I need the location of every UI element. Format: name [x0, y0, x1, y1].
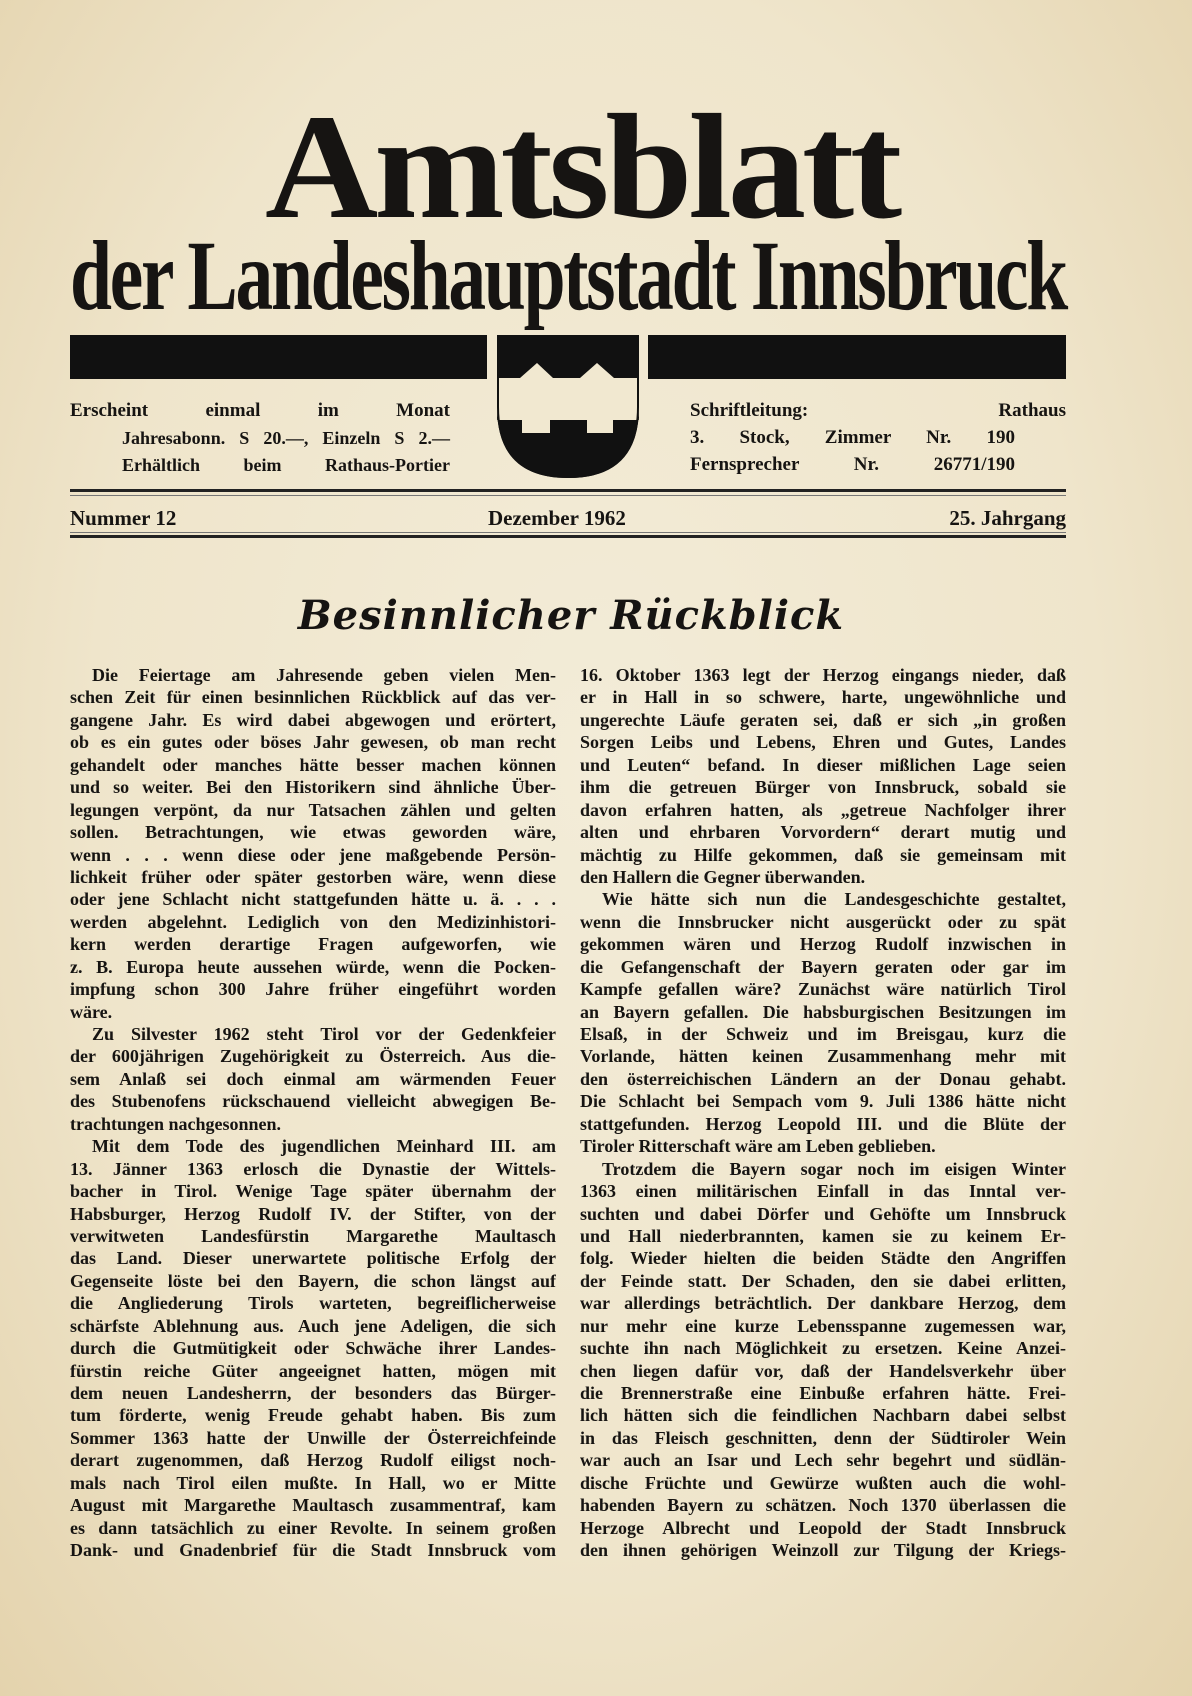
text-line: Vorlande, hätten keinen Zusammenhang mehr mit: [580, 1046, 1066, 1067]
rule-top-thin: [70, 495, 1066, 496]
text-line: 1363 einen militärischen Einfall in das Inntal ver-: [580, 1181, 1066, 1202]
text-line: wäre.: [70, 1001, 113, 1022]
text-line: an Bayern gefallen. Die habsburgischen Besitzungen im: [580, 1001, 1066, 1022]
masthead-title: Amtsblatt: [265, 84, 898, 250]
text-line: 16. Oktober 1363 legt der Herzog eingangs nieder, daß: [580, 665, 1066, 685]
text-line: Herzoge Albrecht und Leopold der Stadt Innsbruck: [580, 1517, 1066, 1538]
issue-number: Nummer 12: [70, 506, 177, 530]
text-line: dem neuen Landesherrn, der besonders das Bürger-: [70, 1383, 556, 1403]
coat-of-arms-icon: [497, 335, 639, 478]
text-line: verwitweten Landesfürstin Margarethe Maultasch: [70, 1225, 556, 1246]
info-editorial-office: Schriftleitung: Rathaus: [690, 400, 1066, 421]
text-line: Dank- und Gnadenbrief für die Stadt Innsbruck vom: [70, 1540, 556, 1561]
text-line: 13. Jänner 1363 erlosch die Dynastie der Wittels-: [70, 1158, 556, 1179]
text-line: lich hätten sich die feindlichen Nachbarn dabei selbst: [580, 1405, 1066, 1426]
text-line: bacher in Tirol. Wenige Tage später übernahm der: [70, 1181, 556, 1202]
text-line: der Feinde statt. Der Schaden, den sie dabei erlitten,: [580, 1270, 1066, 1291]
article-column-right: [580, 664, 1066, 1562]
info-availability: Erhältlich beim Rathaus-Portier: [122, 455, 450, 475]
text-line: die Angliederung Tirols warteten, begreiflicherweise: [70, 1293, 556, 1314]
text-line: alten und ehrbaren Vorvordern“ derart mutig und: [580, 822, 1066, 843]
text-line: Habsburger, Herzog Rudolf IV. der Stifter, von der: [70, 1203, 556, 1224]
text-line: stattgefunden. Herzog Leopold III. und die Blüte der: [580, 1113, 1066, 1134]
text-line: suchten und dabei Dörfer und Gehöfte um Innsbruck: [580, 1203, 1066, 1224]
info-room: 3. Stock, Zimmer Nr. 190: [690, 427, 1015, 448]
text-line: den Hallern die Gegner überwanden.: [580, 866, 866, 887]
masthead-bar-left: [70, 335, 487, 379]
text-line: suchte ihn nach Möglichkeit zu ersetzen. Keine Anzei-: [580, 1338, 1066, 1359]
text-line: gekommen wären und Herzog Rudolf inzwischen in: [580, 934, 1066, 955]
text-line: Kampfe gefallen wäre? Zunächst wäre natürlich Tirol: [580, 979, 1066, 1000]
rule-bottom-thin: [70, 532, 1066, 533]
text-line: dische Früchte und Gewürze wußten auch die wohl-: [580, 1472, 1066, 1493]
text-line: schen Zeit für einen besinnlichen Rückblick auf das ver-: [70, 687, 556, 708]
text-line: legungen verpönt, da nur Tatsachen zählen und gelten: [70, 799, 556, 820]
text-line: z. B. Europa heute aussehen würde, wenn die Pocken-: [70, 956, 556, 977]
text-line: schärfste Ablehnung aus. Auch jene Adeligen, die sich: [70, 1315, 556, 1336]
text-line: Gegenseite löste bei den Bayern, die schon längst auf: [70, 1270, 556, 1291]
text-line: Sommer 1363 hatte der Unwille der Österreichfeinde: [70, 1427, 556, 1448]
text-line: wenn . . . wenn diese oder jene maßgebende Persön-: [70, 844, 556, 865]
text-line: es dann tatsächlich zu einer Revolte. In seinem großen: [70, 1517, 556, 1538]
text-line: das Land. Dieser unerwartete politische Erfolg der: [70, 1248, 556, 1269]
text-line: impfung schon 300 Jahre früher eingeführt worden: [70, 979, 556, 1000]
text-line: durch die Gutmütigkeit oder Schwäche ihrer Landes-: [70, 1338, 556, 1359]
text-line: trachtungen nachgesonnen.: [70, 1113, 282, 1134]
text-line: Elsaß, in der Schweiz und im Breisgau, kurz die: [580, 1024, 1066, 1044]
text-line: gangene Jahr. Es wird dabei abgewogen und erörtert,: [70, 709, 556, 730]
text-line: Die Schlacht bei Sempach vom 9. Juli 1386 hätte nicht: [580, 1091, 1066, 1112]
text-line: ihm die getreuen Bürger von Innsbruck, sobald sie: [580, 777, 1066, 798]
text-line: lichkeit früher oder später gestorben wäre, wenn diese: [70, 866, 556, 887]
text-line: kern werden derartige Fragen aufgeworfen, wie: [70, 934, 556, 955]
text-line: ungerechte Läufe geraten sei, daß er sich „in großen: [580, 709, 1066, 730]
text-line: und Leuten“ befand. In dieser mißlichen Lage seien: [580, 754, 1066, 775]
text-line: des Stubenofens rückschauend vielleicht abwegigen Be-: [70, 1091, 556, 1112]
text-line: den ihnen gehörigen Weinzoll zur Tilgung der Kriegs-: [580, 1540, 1066, 1561]
text-line: und Hall niederbrannten, kamen sie zu keinem Er-: [580, 1225, 1066, 1246]
text-line: Trotzdem die Bayern sogar noch im eisigen Winter: [602, 1158, 1066, 1179]
text-line: war auch an Isar und Lech sehr begehrt und südlän-: [580, 1450, 1066, 1471]
text-line: Sorgen Leibs und Lebens, Ehren und Gutes, Landes: [580, 732, 1066, 753]
text-line: oder jene Schlacht nicht stattgefunden hätte u. ä. . . .: [70, 889, 556, 910]
text-line: chen liegen dafür vor, daß der Handelsverkehr über: [580, 1360, 1066, 1381]
text-line: den österreichischen Ländern an der Donau gehabt.: [580, 1068, 1066, 1089]
issue-volume: 25. Jahrgang: [949, 506, 1066, 530]
text-line: wenn die Innsbrucker nicht ausgerückt oder zu spät: [580, 911, 1066, 932]
text-line: derart zugenommen, daß Herzog Rudolf eiligst noch-: [70, 1450, 556, 1471]
masthead-subtitle: der Landeshauptstadt Innsbruck: [70, 220, 1066, 331]
text-line: Die Feiertage am Jahresende geben vielen Men-: [92, 665, 556, 685]
text-line: sollen. Betrachtungen, wie etwas geworden wäre,: [70, 822, 556, 843]
text-line: habenden Bayern zu schätzen. Noch 1370 überlassen die: [580, 1495, 1066, 1516]
info-phone: Fernsprecher Nr. 26771/190: [690, 454, 1015, 475]
text-line: gehandelt oder manches hätte besser machen können: [70, 754, 556, 775]
text-line: mals nach Tirol eilen mußte. In Hall, wo er Mitte: [70, 1472, 556, 1493]
text-line: in das Fleisch geschnitten, denn der Südtiroler Wein: [580, 1427, 1066, 1448]
text-line: mächtig zu Hilfe gekommen, daß sie gemeinsam mit: [580, 844, 1066, 865]
text-line: fürstin reiche Güter angeeignet hatten, mögen mit: [70, 1360, 556, 1381]
info-subscription-price: Jahresabonn. S 20.—, Einzeln S 2.—: [122, 428, 450, 448]
article-title: Besinnlicher Rückblick: [297, 592, 845, 639]
rule-top: [70, 489, 1066, 492]
text-line: davon erfahren hatten, als „getreue Nachfolger ihrer: [580, 799, 1066, 820]
text-line: Mit dem Tode des jugendlichen Meinhard III. am: [92, 1136, 556, 1157]
text-line: nur mehr eine kurze Lebensspanne zugemessen war,: [580, 1315, 1066, 1336]
rule-bottom: [70, 535, 1066, 538]
article-column-left: [70, 664, 556, 1562]
text-line: August mit Margarethe Maultasch zusammentraf, kam: [70, 1495, 556, 1516]
masthead-bar-right: [648, 335, 1066, 379]
text-line: Tiroler Ritterschaft wäre am Leben geblieben.: [580, 1136, 936, 1157]
text-line: die Brennerstraße eine Einbuße erfahren hätte. Frei-: [580, 1383, 1066, 1403]
text-line: Zu Silvester 1962 steht Tirol vor der Gedenkfeier: [92, 1024, 556, 1044]
text-line: war allerdings beträchtlich. Der dankbare Herzog, dem: [580, 1293, 1066, 1314]
text-line: Wie hätte sich nun die Landesgeschichte gestaltet,: [602, 889, 1066, 910]
text-line: werden abgelehnt. Lediglich von den Medizinhistori-: [70, 911, 556, 932]
text-line: die Gefangenschaft der Bayern geraten oder gar im: [580, 956, 1066, 977]
text-line: der 600jährigen Zugehörigkeit zu Österreich. Aus die-: [70, 1046, 556, 1067]
text-line: tum förderte, wenig Freude gehabt haben. Bis zum: [70, 1405, 556, 1426]
text-line: und so weiter. Bei den Historikern sind ähnliche Über-: [70, 777, 556, 798]
text-line: sem Anlaß sei doch einmal am wärmenden Feuer: [70, 1068, 556, 1089]
info-frequency: Erscheint einmal im Monat: [70, 400, 450, 421]
text-line: er in Hall in so schwere, harte, ungewöhnliche und: [580, 687, 1066, 708]
issue-date: Dezember 1962: [488, 506, 626, 530]
text-line: ob es ein gutes oder böses Jahr gewesen, ob man recht: [70, 732, 556, 753]
text-line: folg. Wieder hielten die beiden Städte den Angriffen: [580, 1248, 1066, 1269]
